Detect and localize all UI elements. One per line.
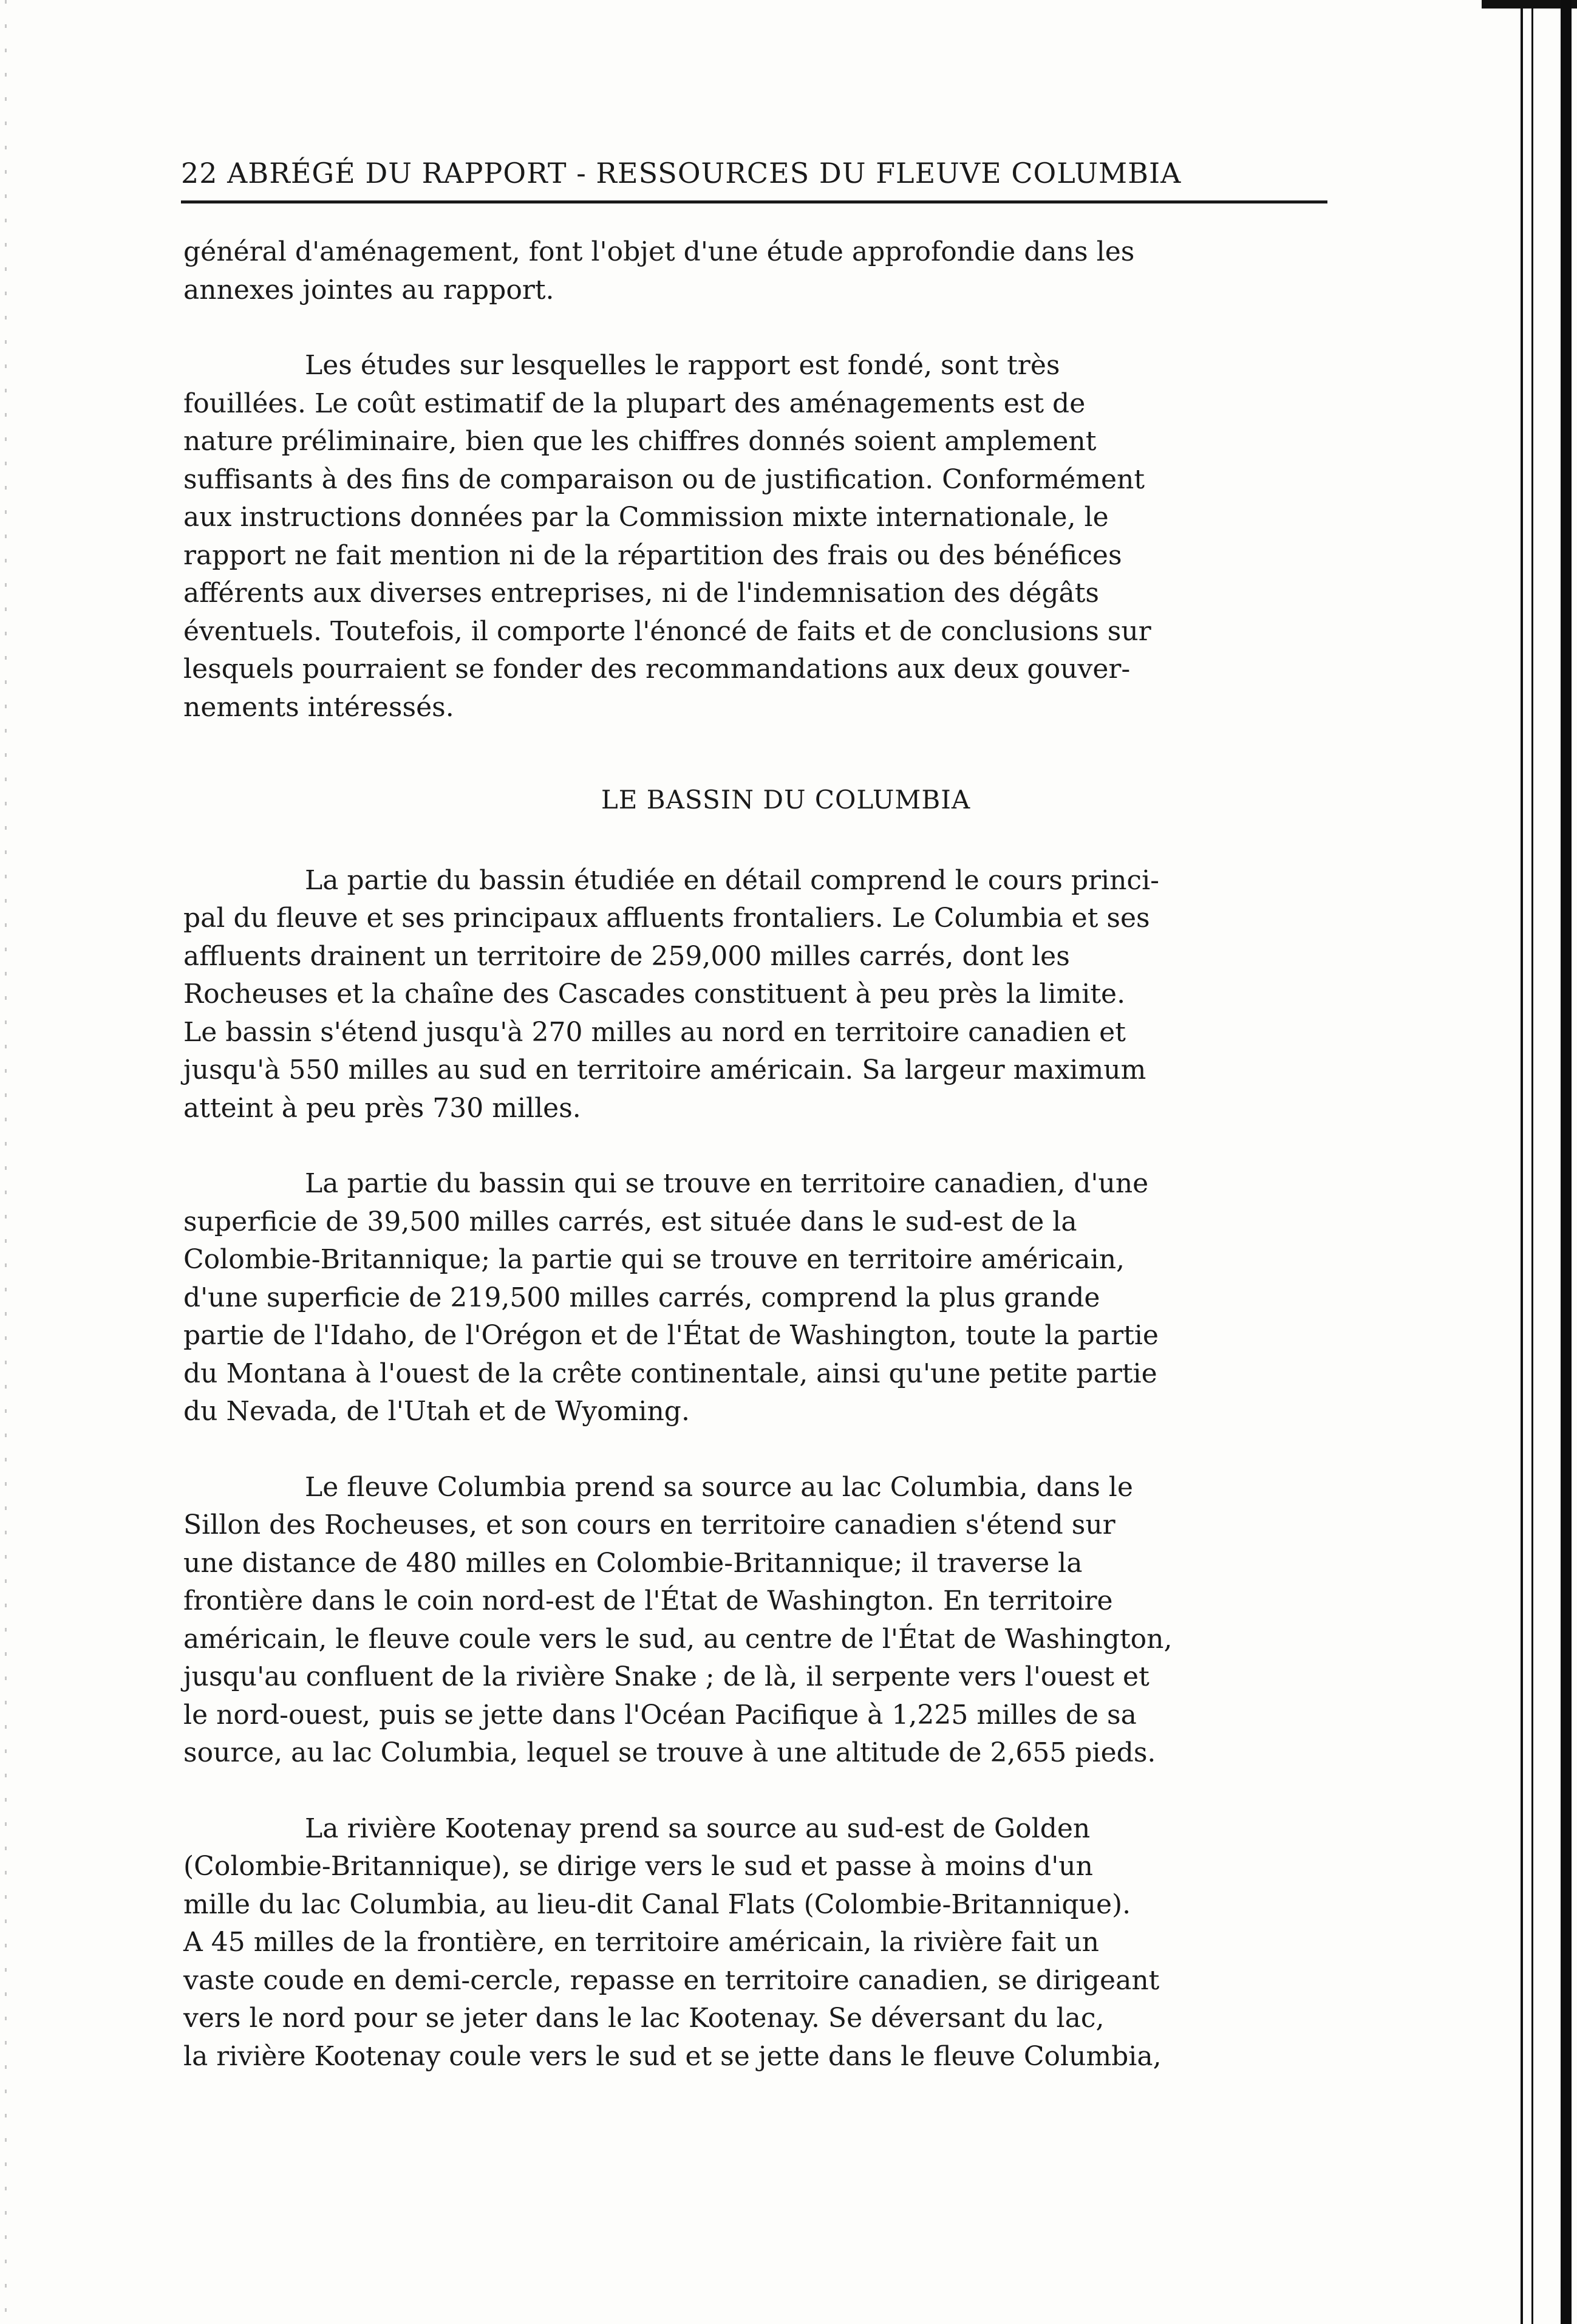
- text-line: suffisants à des fins de comparaison ou de justification. Conformément: [183, 463, 1145, 495]
- text-line: nature préliminaire, bien que les chiffres donnés soient amplement: [183, 426, 1097, 457]
- paragraph: [183, 862, 1388, 1128]
- paragraph: [183, 1469, 1388, 1772]
- text-line: afférents aux diverses entreprises, ni de l'indemnisation des dégâts: [183, 578, 1100, 609]
- text-line: La rivière Kootenay prend sa source au sud-est de Golden: [305, 1813, 1091, 1844]
- text-line: américain, le fleuve coule vers le sud, au centre de l'État de Washington,: [183, 1623, 1173, 1655]
- text-line: une distance de 480 milles en Colombie-Britannique; il traverse la: [183, 1547, 1083, 1579]
- text-line: général d'aménagement, font l'objet d'une étude approfondie dans les: [183, 236, 1135, 267]
- paragraph: [183, 347, 1388, 726]
- section-heading: LE BASSIN DU COLUMBIA: [601, 785, 971, 815]
- text-line: vers le nord pour se jeter dans le lac Kootenay. Se déversant du lac,: [183, 2003, 1105, 2034]
- text-line: jusqu'à 550 milles au sud en territoire américain. Sa largeur maximum: [183, 1054, 1146, 1085]
- paragraph: [183, 1165, 1388, 1431]
- text-line: source, au lac Columbia, lequel se trouve à une altitude de 2,655 pieds.: [183, 1737, 1156, 1768]
- text-line: Sillon des Rocheuses, et son cours en territoire canadien s'étend sur: [183, 1509, 1115, 1540]
- text-line: Le fleuve Columbia prend sa source au lac Columbia, dans le: [305, 1471, 1133, 1503]
- binding-edge-line: [1561, 0, 1572, 2324]
- body-text: [183, 233, 1388, 2113]
- text-line: superficie de 39,500 milles carrés, est située dans le sud-est de la: [183, 1206, 1077, 1237]
- paragraph: [183, 233, 1388, 309]
- text-line: nements intéressés.: [183, 691, 454, 723]
- text-line: le nord-ouest, puis se jette dans l'Océan Pacifique à 1,225 milles de sa: [183, 1699, 1137, 1731]
- text-line: annexes jointes au rapport.: [183, 274, 554, 306]
- text-line: aux instructions données par la Commission mixte internationale, le: [183, 502, 1109, 533]
- text-line: lesquels pourraient se fonder des recommandations aux deux gouver-: [183, 654, 1131, 685]
- text-line: Colombie-Britannique; la partie qui se trouve en territoire américain,: [183, 1244, 1125, 1275]
- text-line: vaste coude en demi-cercle, repasse en territoire canadien, se dirigeant: [183, 1964, 1160, 1996]
- text-line: La partie du bassin qui se trouve en territoire canadien, d'une: [305, 1168, 1149, 1199]
- binding-edge-line: [1521, 0, 1523, 2324]
- text-line: Le bassin s'étend jusqu'à 270 milles au nord en territoire canadien et: [183, 1016, 1126, 1048]
- text-line: rapport ne fait mention ni de la répartition des frais ou des bénéfices: [183, 539, 1122, 571]
- running-header: [181, 157, 1327, 190]
- text-line: d'une superficie de 219,500 milles carrés, comprend la plus grande: [183, 1282, 1100, 1313]
- text-line: La partie du bassin étudiée en détail comprend le cours princi-: [305, 864, 1160, 896]
- text-line: atteint à peu près 730 milles.: [183, 1092, 581, 1124]
- text-line: mille du lac Columbia, au lieu-dit Canal Flats (Colombie-Britannique).: [183, 1888, 1131, 1920]
- text-line: affluents drainent un territoire de 259,000 milles carrés, dont les: [183, 940, 1070, 972]
- text-line: Les études sur lesquelles le rapport est fondé, sont très: [305, 350, 1060, 381]
- paragraph: [183, 1810, 1388, 2076]
- binding-edge-line: [1531, 0, 1533, 2324]
- text-line: du Nevada, de l'Utah et de Wyoming.: [183, 1396, 690, 1427]
- text-line: fouillées. Le coût estimatif de la plupart des aménagements est de: [183, 388, 1086, 419]
- header-title: ABRÉGÉ DU RAPPORT - RESSOURCES DU FLEUVE COLUMBIA: [227, 157, 1182, 190]
- text-line: du Montana à l'ouest de la crête continentale, ainsi qu'une petite partie: [183, 1358, 1157, 1389]
- text-line: (Colombie-Britannique), se dirige vers le sud et passe à moins d'un: [183, 1851, 1093, 1882]
- intro-paragraphs: [183, 233, 1388, 726]
- text-line: la rivière Kootenay coule vers le sud et se jette dans le fleuve Columbia,: [183, 2040, 1162, 2072]
- text-line: Rocheuses et la chaîne des Cascades constituent à peu près la limite.: [183, 979, 1126, 1010]
- text-line: frontière dans le coin nord-est de l'État de Washington. En territoire: [183, 1585, 1113, 1616]
- text-line: pal du fleuve et ses principaux affluents frontaliers. Le Columbia et ses: [183, 903, 1150, 934]
- text-line: jusqu'au confluent de la rivière Snake ; de là, il serpente vers l'ouest et: [183, 1661, 1150, 1692]
- scan-edge-marks: [5, 0, 7, 2324]
- section-paragraphs: [183, 862, 1388, 2076]
- text-line: A 45 milles de la frontière, en territoire américain, la rivière fait un: [183, 1927, 1099, 1958]
- header-rule: [181, 200, 1327, 203]
- page-number: 22: [181, 157, 218, 190]
- text-line: partie de l'Idaho, de l'Orégon et de l'État de Washington, toute la partie: [183, 1320, 1159, 1351]
- text-line: éventuels. Toutefois, il comporte l'énoncé de faits et de conclusions sur: [183, 615, 1151, 647]
